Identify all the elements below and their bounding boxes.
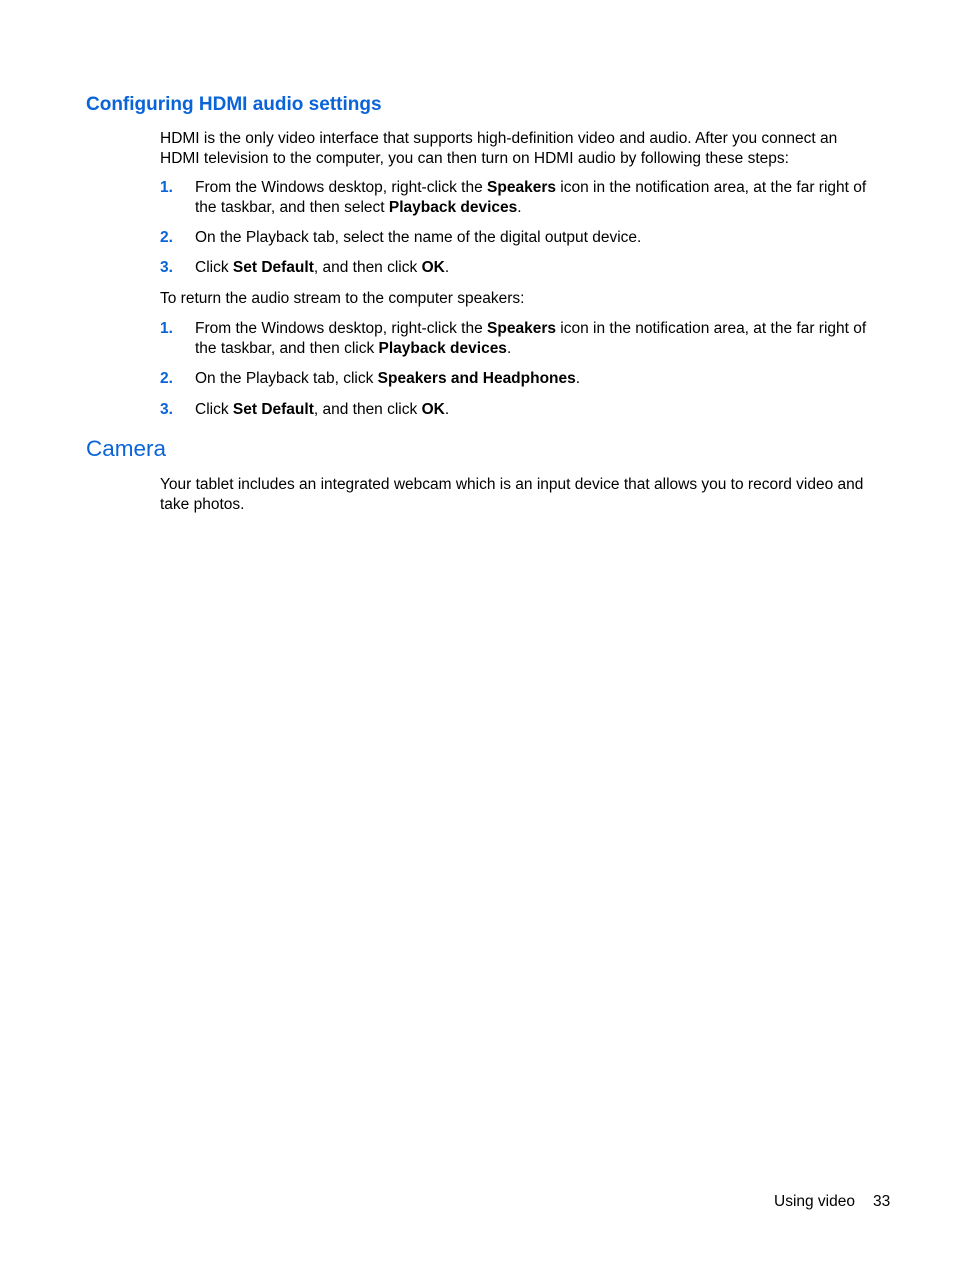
step-number: 3. xyxy=(160,401,173,418)
step-number: 1. xyxy=(160,179,173,196)
footer-section-title: Using video xyxy=(774,1193,855,1210)
step-text: Click Set Default, and then click OK. xyxy=(195,259,450,276)
step-text: Click Set Default, and then click OK. xyxy=(195,401,450,418)
page-number: 33 xyxy=(873,1193,891,1210)
step-number: 2. xyxy=(160,229,173,246)
step-text: From the Windows desktop, right-click the Speakers icon in the notification area, at the far right of the taskbar, and then select Playback devices. xyxy=(195,179,867,216)
step-text: On the Playback tab, click Speakers and Headphones. xyxy=(195,370,581,387)
section-heading-camera: Camera xyxy=(86,436,167,461)
step-text: From the Windows desktop, right-click the Speakers icon in the notification area, at the far right of the taskbar, and then click Playback devices. xyxy=(195,320,867,357)
step-number: 1. xyxy=(160,320,173,337)
step-number: 3. xyxy=(160,259,173,276)
page-footer xyxy=(774,1192,890,1212)
section-heading-hdmi: Configuring HDMI audio settings xyxy=(86,94,382,115)
step-number: 2. xyxy=(160,370,173,387)
camera-paragraph: Your tablet includes an integrated webcam which is an input device that allows you to record video and take photos. xyxy=(160,476,864,513)
step-text: On the Playback tab, select the name of the digital output device. xyxy=(195,229,642,246)
hdmi-intro-paragraph: HDMI is the only video interface that supports high-definition video and audio. After you connect an HDMI television to the computer, you can then turn on HDMI audio by following these steps: xyxy=(160,130,838,167)
return-intro-paragraph: To return the audio stream to the computer speakers: xyxy=(160,290,525,307)
